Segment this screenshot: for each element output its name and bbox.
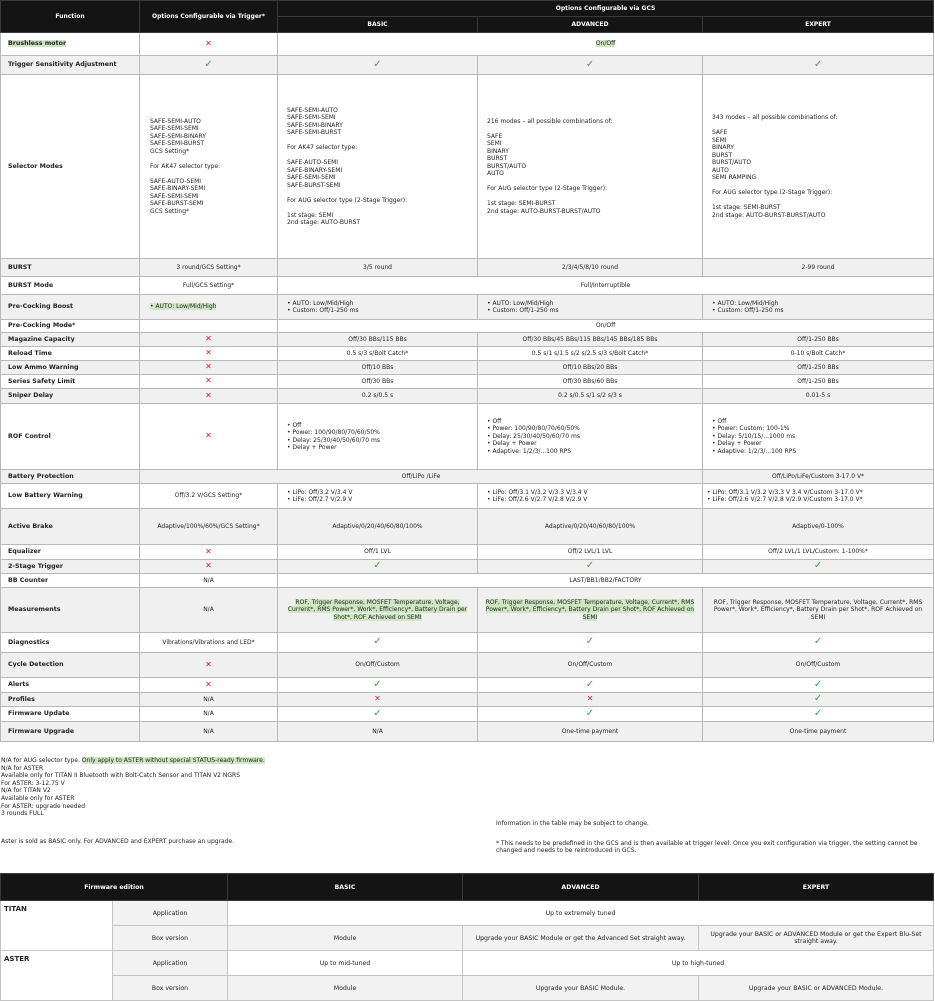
- footnote: Available only for ASTER: [1, 794, 75, 802]
- cross-icon: ✕: [140, 361, 278, 375]
- cell-expert: Off/1-250 BBs: [703, 361, 934, 375]
- cell-basic: Module: [228, 926, 463, 951]
- table-row: [1, 588, 934, 633]
- cell-advanced: ROF, Trigger Response, MOSFET Temperature, Voltage, Current*, RMS Power*, Work*, Efficiency*, Battery Drain per Shot*, ROF Achieved on SEMI: [478, 588, 703, 633]
- row-label: BURST Mode: [1, 277, 140, 295]
- table-row: [1, 320, 934, 333]
- cell-trigger: • AUTO: Low/Mid/High: [140, 295, 278, 320]
- cell-gcs: Full/Interruptible: [278, 277, 934, 295]
- check-icon: ✓: [478, 633, 703, 653]
- row-label: 2-Stage Trigger: [1, 560, 140, 574]
- row-kind: Application: [113, 901, 228, 926]
- table-row: [1, 295, 934, 320]
- table-row: [1, 33, 934, 56]
- row-label: Pre-Cocking Mode*: [1, 320, 140, 333]
- cross-icon: ✕: [140, 389, 278, 404]
- cell-gcs: On/Off: [278, 33, 934, 56]
- check-icon: ✓: [278, 633, 478, 653]
- cell-basic: ROF, Trigger Response, MOSFET Temperature, Voltage, Current*, RMS Power*, Work*, Efficiency*, Battery Drain per Shot*, ROF Achieved on SEMI: [278, 588, 478, 633]
- cell-trigger: N/A: [140, 588, 278, 633]
- cell-advanced: Off/30 BBs/60 BBs: [478, 375, 703, 389]
- header-gcs: Options Configurable via GCS: [278, 1, 934, 17]
- cell-advanced: 2/3/4/5/8/10 round: [478, 259, 703, 277]
- row-label: Low Battery Warning: [1, 484, 140, 509]
- firmware-edition-table: [0, 873, 934, 1001]
- cell-expert: Off/1-250 BBs: [703, 333, 934, 347]
- check-icon: ✓: [278, 707, 478, 722]
- cell-trigger-basic-advanced: Off/LiPo /LiFe: [140, 470, 703, 484]
- table-row: [1, 707, 934, 722]
- cell-advanced: Upgrade your BASIC Module or get the Advanced Set straight away.: [463, 926, 699, 951]
- table-row: [1, 470, 934, 484]
- cell-expert: On/Off/Custom: [703, 653, 934, 678]
- table-row: [1, 901, 934, 926]
- row-kind: Box version: [113, 976, 228, 1001]
- row-label-text: Brushless motor: [8, 40, 67, 48]
- check-icon: ✓: [278, 560, 478, 574]
- cross-icon: ✕: [140, 404, 278, 470]
- row-label: Pre-Cocking Boost: [1, 295, 140, 320]
- cell-trigger: SAFE-SEMI-AUTO SAFE-SEMI-SEMI SAFE-SEMI-BINARY SAFE-SEMI-BURST GCS Setting* For AK47 selector type: SAFE-AUTO-SEMI SAFE-BINARY-SEMI SAFE-SEMI-SEMI SAFE-BURST-SEMI GCS Setting*: [140, 75, 278, 259]
- table-row: [1, 259, 934, 277]
- table-row: [1, 389, 934, 404]
- cell-gcs: LAST/BB1/BB2/FACTORY: [278, 574, 934, 588]
- header-advanced: ADVANCED: [478, 17, 703, 33]
- check-icon: ✓: [703, 707, 934, 722]
- row-label: Cycle Detection: [1, 653, 140, 678]
- cell-advanced: On/Off/Custom: [478, 653, 703, 678]
- row-label: Firmware Upgrade: [1, 722, 140, 742]
- table-row: [1, 347, 934, 361]
- cell-advanced: One-time payment: [478, 722, 703, 742]
- cross-icon: ✕: [140, 33, 278, 56]
- cell-trigger: Off/3.2 V/GCS Setting*: [140, 484, 278, 509]
- cell-trigger: N/A: [140, 707, 278, 722]
- footnote: Aster is sold as BASIC only. For ADVANCED and EXPERT purchase an upgrade.: [1, 837, 235, 845]
- check-icon: ✓: [478, 678, 703, 693]
- cell-advanced: Off/2 LVL/1 LVL: [478, 545, 703, 560]
- header-edition: Firmware edition: [1, 874, 228, 901]
- header-expert: EXPERT: [703, 17, 934, 33]
- cell-trigger: 3 round/GCS Setting*: [140, 259, 278, 277]
- cell-basic: Module: [228, 976, 463, 1001]
- product-aster: ASTER: [1, 951, 113, 1001]
- cell-trigger: N/A: [140, 574, 278, 588]
- row-label: BB Counter: [1, 574, 140, 588]
- cell-basic: Adaptive/0/20/40/60/80/100%: [278, 509, 478, 545]
- cross-icon: ✕: [478, 693, 703, 707]
- footnote: For ASTER: 3-12.75 V: [1, 779, 65, 787]
- row-label: Trigger Sensitivity Adjustment: [1, 56, 140, 75]
- row-label: Diagnostics: [1, 633, 140, 653]
- cell-advanced: Off/30 BBs/45 BBs/115 BBs/145 BBs/185 BBs: [478, 333, 703, 347]
- cell-gcs: On/Off: [278, 320, 934, 333]
- cell-basic: • Off • Power: 100/90/80/70/60/50% • Delay: 25/30/40/50/60/70 ms • Delay + Power: [278, 404, 478, 470]
- header-basic: BASIC: [278, 17, 478, 33]
- cell-basic: On/Off/Custom: [278, 653, 478, 678]
- cell-expert: Off/LiPo/LiFe/Custom 3-17.0 V*: [703, 470, 934, 484]
- cell-advanced: 216 modes – all possible combinations of: SAFE SEMI BINARY BURST BURST/AUTO AUTO For AUG selector type (2-Stage Trigger): 1st stage: SEMI-BURST 2nd stage: AUTO-BURST-BURST/AUTO: [478, 75, 703, 259]
- product-titan: TITAN: [1, 901, 113, 951]
- cell-basic: • LiPo: Off/3.2 V/3.4 V • LiFe: Off/2.7 V/2.9 V: [278, 484, 478, 509]
- cell-expert: Adaptive/0-100%: [703, 509, 934, 545]
- table-row: [1, 926, 934, 951]
- cell-advanced-expert: Up to high-tuned: [463, 951, 934, 976]
- row-label: Low Ammo Warning: [1, 361, 140, 375]
- cell-basic: 3/5 round: [278, 259, 478, 277]
- cross-icon: ✕: [140, 653, 278, 678]
- row-kind: Box version: [113, 926, 228, 951]
- check-icon: ✓: [703, 560, 934, 574]
- table-row: [1, 633, 934, 653]
- cell-basic: N/A: [278, 722, 478, 742]
- check-icon: ✓: [703, 56, 934, 75]
- header-function: Function: [1, 1, 140, 33]
- table-row: [1, 509, 934, 545]
- cell-advanced: • Off • Power: 100/90/80/70/60/50% • Delay: 25/30/40/50/60/70 ms • Delay + Power • Adaptive: 1/2/3/...100 RPS: [478, 404, 703, 470]
- footnote: For ASTER: upgrade needed: [1, 802, 86, 810]
- row-label: Selector Modes: [1, 75, 140, 259]
- header-advanced: ADVANCED: [463, 874, 699, 901]
- footnote: N/A for AUG selector type. Only apply to ASTER without special STATUS-ready firmware.: [1, 757, 265, 764]
- footnote: * This needs to be predefined in the GCS and is then available at trigger level. Once you exit configuration via trigger, the setting cannot be changed and needs to be reintroduced in GCS.: [496, 839, 918, 855]
- table-row: [1, 560, 934, 574]
- table-row: [1, 574, 934, 588]
- cell-expert: 0.01-5 s: [703, 389, 934, 404]
- cell-basic: 0.2 s/0.5 s: [278, 389, 478, 404]
- row-label: Measurements: [1, 588, 140, 633]
- row-label: ROF Control: [1, 404, 140, 470]
- row-label: Magazine Capacity: [1, 333, 140, 347]
- footnote: Available only for TITAN II Bluetooth with Bolt-Catch Sensor and TITAN V2 NGRS: [1, 772, 241, 780]
- cell-trigger: [140, 320, 278, 333]
- cell-expert: Upgrade your BASIC or ADVANCED Module or get the Expert Blu-Set straight away.: [699, 926, 934, 951]
- row-label: Profiles: [1, 693, 140, 707]
- footnote: N/A for TITAN V2: [1, 787, 51, 795]
- cell-expert: Off/2 LVL/1 LVL/Custom: 1-100%*: [703, 545, 934, 560]
- footnote: Information in the table may be subject to change.: [496, 820, 649, 827]
- cell-basic: Off/1 LVL: [278, 545, 478, 560]
- row-label: Series Safety Limit: [1, 375, 140, 389]
- cell-expert: One-time payment: [703, 722, 934, 742]
- cell-advanced: • AUTO: Low/Mid/High • Custom: Off/1-250 ms: [478, 295, 703, 320]
- table-row: [1, 75, 934, 259]
- cell-advanced: Upgrade your BASIC Module.: [463, 976, 699, 1001]
- check-icon: ✓: [478, 560, 703, 574]
- row-label: BURST: [1, 259, 140, 277]
- row-label: Battery Protection: [1, 470, 140, 484]
- footnote: N/A for ASTER: [1, 764, 44, 772]
- cell-advanced: Off/10 BBs/20 BBs: [478, 361, 703, 375]
- row-label: Alerts: [1, 678, 140, 693]
- cell-trigger: N/A: [140, 693, 278, 707]
- table-row: [1, 693, 934, 707]
- check-icon: ✓: [278, 56, 478, 75]
- row-label: Active Brake: [1, 509, 140, 545]
- table-row: [1, 333, 934, 347]
- row-label: Equalizer: [1, 545, 140, 560]
- row-label: Firmware Update: [1, 707, 140, 722]
- cell-expert: 0-10 s/Bolt Catch*: [703, 347, 934, 361]
- header-basic: BASIC: [228, 874, 463, 901]
- cross-icon: ✕: [278, 693, 478, 707]
- cross-icon: ✕: [140, 545, 278, 560]
- cell-basic: Off/30 BBs: [278, 375, 478, 389]
- table-row: [1, 361, 934, 375]
- table-row: [1, 678, 934, 693]
- cell-advanced: • LiPo: Off/3.1 V/3.2 V/3.3 V/3.4 V • LiFe: Off/2.6 V/2.7 V/2.8 V/2.9 V: [478, 484, 703, 509]
- cross-icon: ✕: [140, 347, 278, 361]
- cell-basic: Up to mid-tuned: [228, 951, 463, 976]
- header-expert: EXPERT: [699, 874, 934, 901]
- cell-expert: ROF, Trigger Response, MOSFET Temperature, Voltage, Current*, RMS Power*, Work*, Efficiency*, Battery Drain per Shot*, ROF Achieved on SEMI: [703, 588, 934, 633]
- check-icon: ✓: [703, 633, 934, 653]
- cell-basic: Off/30 BBs/115 BBs: [278, 333, 478, 347]
- table-row: [1, 277, 934, 295]
- cell-basic: Off/10 BBs: [278, 361, 478, 375]
- cell-advanced: 0.5 s/1 s/1.5 s/2 s/2.5 s/3 s/Bolt Catch*: [478, 347, 703, 361]
- footnotes-left: [1, 757, 421, 845]
- table-row: [1, 951, 934, 976]
- cell-expert: Upgrade your BASIC or ADVANCED Module.: [699, 976, 934, 1001]
- row-label: [1, 33, 140, 56]
- footnotes-right: [496, 820, 935, 855]
- cross-icon: ✕: [140, 375, 278, 389]
- cell-basic: SAFE-SEMI-AUTO SAFE-SEMI-SEMI SAFE-SEMI-BINARY SAFE-SEMI-BURST For AK47 selector type: SAFE-AUTO-SEMI SAFE-BINARY-SEMI SAFE-SEMI-SEMI SAFE-BURST-SEMI For AUG selector type (2-Stage Trigger): 1st stage: SEMI 2nd stage: AUTO-BURST: [278, 75, 478, 259]
- cell-trigger: Adaptive/100%/60%/GCS Setting*: [140, 509, 278, 545]
- cell-expert: Off/1-250 BBs: [703, 375, 934, 389]
- footnote: 3 rounds FULL: [1, 810, 44, 818]
- table-row: [1, 56, 934, 75]
- cell-expert: • LiPo: Off/3.1 V/3.2 V/3.3 V 3.4 V/Custom 3-17.0 V* • LiFe: Off/2.6 V/2.7 V/2.8 V/2.9 V/Custom 3-17.0 V*: [703, 484, 934, 509]
- check-icon: ✓: [478, 56, 703, 75]
- check-icon: ✓: [703, 693, 934, 707]
- table-row: [1, 653, 934, 678]
- check-icon: ✓: [140, 56, 278, 75]
- cell-trigger: N/A: [140, 722, 278, 742]
- cross-icon: ✕: [140, 333, 278, 347]
- cell-basic: • AUTO: Low/Mid/High • Custom: Off/1-250 ms: [278, 295, 478, 320]
- row-kind: Application: [113, 951, 228, 976]
- cell-advanced: 0.2 s/0.5 s/1 s/2 s/3 s: [478, 389, 703, 404]
- cell-basic: 0.5 s/3 s/Bolt Catch*: [278, 347, 478, 361]
- check-icon: ✓: [278, 678, 478, 693]
- cross-icon: ✕: [140, 678, 278, 693]
- table-row: [1, 545, 934, 560]
- table-row: [1, 722, 934, 742]
- check-icon: ✓: [703, 678, 934, 693]
- cell-expert: • AUTO: Low/Mid/High • Custom: Off/1-250 ms: [703, 295, 934, 320]
- table-row: [1, 484, 934, 509]
- cell-expert: • Off • Power: Custom: 100-1% • Delay: 5/10/15/...1000 ms • Delay + Power • Adaptive: 1/2/3/...100 RPS: [703, 404, 934, 470]
- table-row: [1, 375, 934, 389]
- table-row: [1, 976, 934, 1001]
- row-label: Reload Time: [1, 347, 140, 361]
- cross-icon: ✕: [140, 560, 278, 574]
- table-row: [1, 404, 934, 470]
- row-label: Sniper Delay: [1, 389, 140, 404]
- cell-trigger: Vibrations/Vibrations and LED*: [140, 633, 278, 653]
- header-trigger: Options Configurable via Trigger*: [140, 1, 278, 33]
- cell-advanced: Adaptive/0/20/40/60/80/100%: [478, 509, 703, 545]
- cell-application: Up to extremely tuned: [228, 901, 934, 926]
- cell-expert: 343 modes – all possible combinations of: SAFE SEMI BINARY BURST BURST/AUTO AUTO SEMI RAMPING For AUG selector type (2-Stage Trigger): 1st stage: SEMI-BURST 2nd stage: AUTO-BURST-BURST/AUTO: [703, 75, 934, 259]
- cell-expert: 2-99 round: [703, 259, 934, 277]
- check-icon: ✓: [478, 707, 703, 722]
- cell-trigger: Full/GCS Setting*: [140, 277, 278, 295]
